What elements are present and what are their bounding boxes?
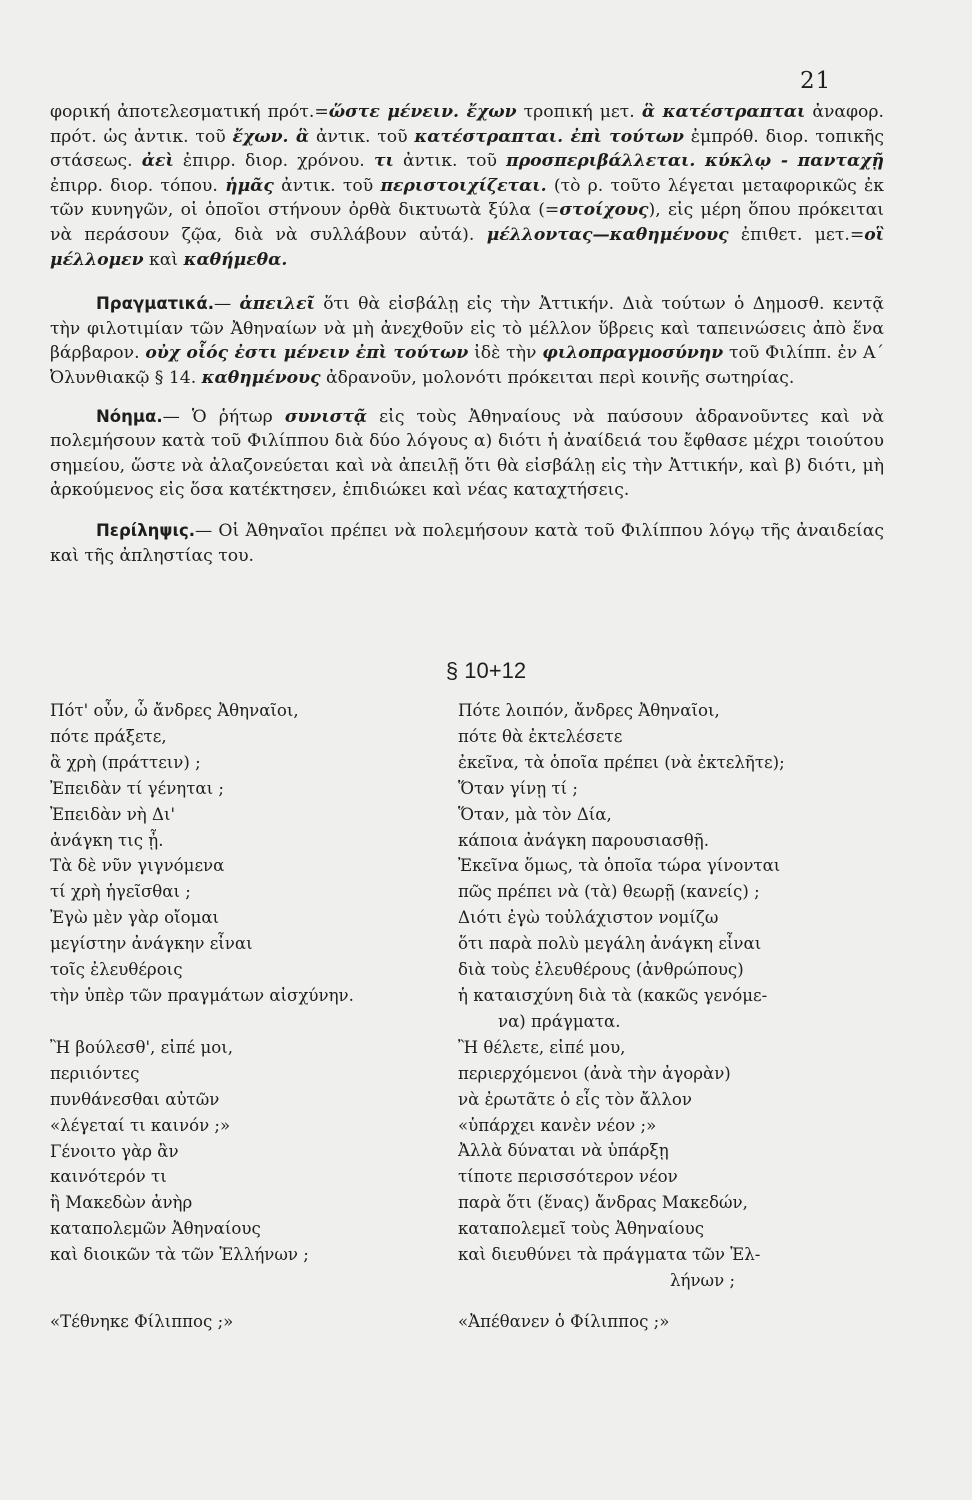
- greek-line: Ἐπειδὰν νὴ Δι': [50, 804, 176, 824]
- greek-line: ἢ Μακεδὼν ἀνὴρ: [50, 1193, 193, 1213]
- translation-line: Διότι ἐγὼ τοὐλάχιστον νομίζω: [458, 908, 719, 928]
- translation-line: Ἀλλὰ δύναται νὰ ὑπάρξῃ: [458, 1141, 669, 1161]
- translation-line: ὅτι παρὰ πολὺ μεγάλη ἀνάγκη εἶναι: [458, 934, 762, 954]
- greek-line: καταπολεμῶν Ἀθηναίους: [50, 1219, 261, 1239]
- greek-line: καινότερόν τι: [50, 1167, 167, 1187]
- greek-line: Ἢ βούλεσθ', εἰπέ μοι,: [50, 1037, 234, 1057]
- meaning-paragraph: Νόημα.— Ὁ ῥήτωρ συνιστᾷ εἰς τοὺς Ἀθηναίους νὰ παύσουν ἀδρανοῦντες καὶ νὰ πολεμήσουν κατὰ τοῦ Φιλίππου διὰ δύο λόγους α) διότι ἡ ἀναίδειά του ἔφθασε μέχρι τοιούτου σημείου, ὥστε νὰ ἀλαζονεύεται καὶ νὰ ἀπειλῇ ὅτι θὰ εἰσβάλῃ εἰς τὴν Ἀττικήν, καὶ β) διότι, μὴ ἀρκούμενος εἰς ὅσα κατέκτησεν, ἐπιδιώκει καὶ νέας καταχτήσεις.: [50, 406, 884, 501]
- translation-line: Ἢ θέλετε, εἰπέ μου,: [458, 1037, 626, 1057]
- greek-line: πότε πράξετε,: [50, 726, 167, 746]
- greek-line: «Τέθνηκε Φίλιππος ;»: [50, 1312, 234, 1332]
- grammar-notes-paragraph: φορική ἀποτελεσματική πρότ.=ὥστε μένειν. ἔχων τροπική μετ. ἃ κατέστραπται ἀναφορ. πρότ. ὡς ἀντικ. τοῦ ἔχων. ἃ ἀντικ. τοῦ κατέστραπται. ἐπὶ τούτων ἐμπρόθ. διορ. τοπικῆς στάσεως. ἀεὶ ἐπιρρ. διορ. χρόνου. τι ἀντικ. τοῦ προσπεριβάλλεται. κύκλῳ - πανταχῇ ἐπιρρ. διορ. τόπου. ἡμᾶς ἀντικ. τοῦ περιστοιχίζεται. (τὸ ρ. τοῦτο λέγεται μεταφορικῶς ἐκ τῶν κυνηγῶν, οἱ ὁποῖοι στήνουν ὀρθὰ δικτυωτὰ ξύλα (=στοίχους), εἰς μέρη ὅπου πρόκειται νὰ περάσουν ζῷα, διὰ νὰ συλλάβουν αὐτά). μέλλοντας—καθημένους ἐπιθετ. μετ.=οἳ μέλλομεν καὶ καθήμεθα.: [50, 102, 884, 270]
- greek-line: Ἐγὼ μὲν γὰρ οἴομαι: [50, 908, 220, 928]
- translation-line: Πότε λοιπόν, ἄνδρες Ἀθηναῖοι,: [458, 701, 720, 720]
- translation-line: νὰ ἐρωτᾶτε ὁ εἷς τὸν ἄλλον: [458, 1089, 692, 1109]
- translation-line: Ὅταν, μὰ τὸν Δία,: [458, 804, 612, 824]
- translation-line: τίποτε περισσότερον νέον: [458, 1167, 678, 1187]
- greek-text-column: [50, 698, 460, 1335]
- translation-line: Ὅταν γίνῃ τί ;: [458, 778, 579, 798]
- greek-line: τί χρὴ ἡγεῖσθαι ;: [50, 882, 191, 902]
- greek-line: μεγίστην ἀνάγκην εἶναι: [50, 934, 253, 954]
- greek-line: πυνθάνεσθαι αὐτῶν: [50, 1089, 220, 1109]
- summary-heading: Περίληψις.: [96, 520, 195, 540]
- translation-line: καταπολεμεῖ τοὺς Ἀθηναίους: [458, 1219, 705, 1239]
- translation-line: πότε θὰ ἐκτελέσετε: [458, 726, 623, 746]
- facts-paragraph: Πραγματικά.— ἀπειλεῖ ὅτι θὰ εἰσβάλῃ εἰς τὴν Ἀττικήν. Διὰ τούτων ὁ Δημοσθ. κεντᾷ τὴν φιλοτιμίαν τῶν Ἀθηναίων νὰ μὴ ἀνεχθοῦν εἰς τὸ μέλλον ὕβρεις καὶ ταπεινώσεις ἀπὸ ἕνα βάρβαρον. οὐχ οἷός ἐστι μένειν ἐπὶ τούτων ἰδὲ τὴν φιλοπραγμοσύνην τοῦ Φιλίππ. ἐν Α΄ Ὀλυνθιακῷ § 14. καθημένους ἀδρανοῦν, μολονότι πρόκειται περὶ κοινῆς σωτηρίας.: [50, 294, 885, 388]
- translation-line: «Ἀπέθανεν ὁ Φίλιππος ;»: [458, 1311, 670, 1331]
- translation-column: [458, 698, 888, 1335]
- greek-line: περιιόντες: [50, 1063, 140, 1083]
- translation-line: διὰ τοὺς ἐλευθέρους (ἀνθρώπους): [458, 960, 744, 980]
- translation-line: ἐκεῖνα, τὰ ὁποῖα πρέπει (νὰ ἐκτελῆτε);: [458, 752, 785, 772]
- greek-line: Τὰ δὲ νῦν γιγνόμενα: [50, 856, 225, 876]
- translation-line: λήνων ;: [670, 1270, 736, 1290]
- section-heading: § 10+12: [445, 658, 527, 683]
- meaning-heading: Νόημα.: [96, 406, 163, 426]
- translation-line: κάποια ἀνάγκη παρουσιασθῇ.: [458, 830, 709, 850]
- greek-line: Πότ' οὖν, ὦ ἄνδρες Ἀθηναῖοι,: [50, 701, 299, 720]
- translation-line: «ὑπάρχει κανὲν νέον ;»: [458, 1115, 657, 1135]
- translation-line: ἡ καταισχύνη διὰ τὰ (κακῶς γενόμε-: [458, 985, 768, 1005]
- greek-line: καὶ διοικῶν τὰ τῶν Ἑλλήνων ;: [50, 1245, 309, 1265]
- summary-paragraph: Περίληψις.— Οἱ Ἀθηναῖοι πρέπει νὰ πολεμήσουν κατὰ τοῦ Φιλίππου λόγῳ τῆς ἀναιδείας καὶ τῆς ἀπληστίας του.: [50, 520, 884, 566]
- translation-line: καὶ διευθύνει τὰ πράγματα τῶν Ἑλ-: [458, 1245, 761, 1265]
- translation-line: Ἐκεῖνα ὅμως, τὰ ὁποῖα τώρα γίνονται: [458, 856, 781, 876]
- commentary-notes: [50, 100, 884, 568]
- greek-line: τοῖς ἐλευθέροις: [50, 960, 183, 980]
- greek-line: Γένοιτο γὰρ ἂν: [50, 1141, 179, 1161]
- greek-line: ἀνάγκη τις ᾖ.: [50, 830, 164, 850]
- page-number: 21: [800, 68, 832, 94]
- greek-line: ἃ χρὴ (πράττειν) ;: [50, 752, 201, 772]
- translation-line: πῶς πρέπει νὰ (τὰ) θεωρῇ (κανείς) ;: [458, 882, 760, 902]
- greek-line: Ἐπειδὰν τί γένηται ;: [50, 778, 224, 798]
- translation-line: περιερχόμενοι (ἀνὰ τὴν ἀγορὰν): [458, 1063, 731, 1083]
- greek-line: τὴν ὑπὲρ τῶν πραγμάτων αἰσχύνην.: [50, 985, 354, 1005]
- facts-heading: Πραγματικά.: [96, 294, 214, 314]
- translation-line: παρὰ ὅτι (ἕνας) ἄνδρας Μακεδών,: [458, 1193, 748, 1213]
- translation-line: να) πράγματα.: [498, 1011, 621, 1031]
- greek-line: «λέγεταί τι καινόν ;»: [50, 1115, 231, 1135]
